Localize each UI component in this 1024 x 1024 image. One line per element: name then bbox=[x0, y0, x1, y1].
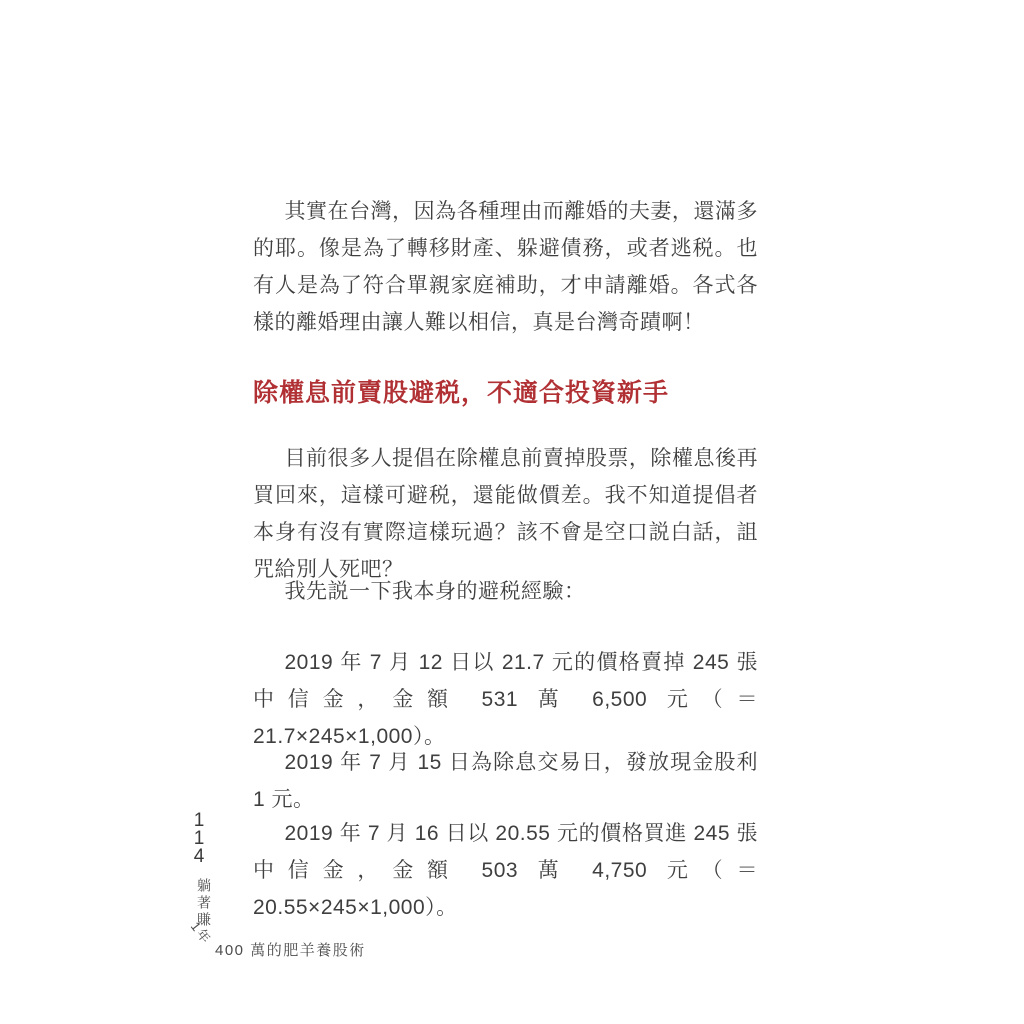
section-heading: 除權息前賣股避税，不適合投資新手 bbox=[253, 378, 670, 407]
body-paragraph-ex-dividend: 2019 年 7 月 15 日為除息交易日，發放現金股利 1 元。 bbox=[253, 751, 758, 811]
page-number: 114 bbox=[193, 810, 205, 867]
book-title-diagonal: 1年 bbox=[187, 918, 215, 948]
body-paragraph-lead-in: 我先説一下我本身的避税經驗： bbox=[284, 580, 586, 603]
body-paragraph-sell-trade: 2019 年 7 月 12 日以 21.7 元的價格賣掉 245 張中信金，金額 531 萬 6,500 元（＝ 21.7×245×1,000）。 bbox=[253, 651, 758, 748]
body-paragraph-opinion: 目前很多人提倡在除權息前賣掉股票，除權息後再買回來，這樣可避税，還能做價差。我不知道提倡者本身有沒有實際這樣玩過？該不會是空口説白話，詛咒給別人死吧？ bbox=[253, 447, 758, 581]
book-title-horizontal: 400 萬的肥羊養股術 bbox=[215, 942, 366, 959]
body-paragraph-intro: 其實在台灣，因為各種理由而離婚的夫妻，還滿多的耶。像是為了轉移財產、躲避債務，或者逃税。也有人是為了符合單親家庭補助，才申請離婚。各式各樣的離婚理由讓人難以相信，真是台灣奇蹟啊！ bbox=[253, 200, 758, 334]
body-paragraph-buy-back: 2019 年 7 月 16 日以 20.55 元的價格買進 245 張中信金，金額 503 萬 4,750 元（＝ 20.55×245×1,000）。 bbox=[253, 822, 758, 919]
book-title-vertical: 躺著賺 bbox=[196, 878, 212, 929]
